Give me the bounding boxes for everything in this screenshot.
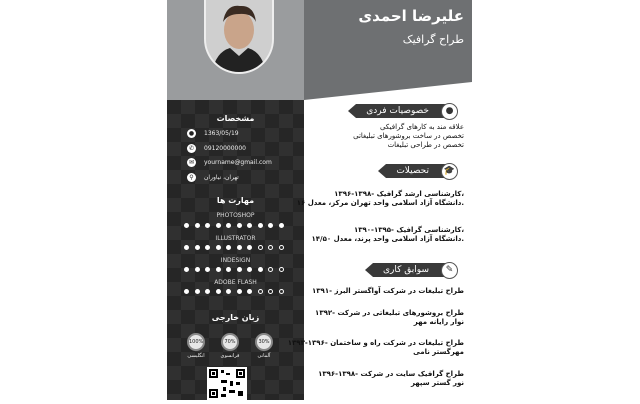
skill-dots [184,267,284,274]
pencil-icon: ✎ [441,262,458,279]
language-name: آلمانی [257,353,271,359]
experience-item: ۱۳۹۳-۱۳۹۶- طراح تبلیغات در شرکت راه و ساختمان [287,339,464,347]
skill-dot-filled [216,267,221,272]
skill-name: ADOBE FLASH [214,279,257,286]
profile-title: مشخصات [216,114,255,123]
skill-dot-filled [226,289,231,294]
skill-dot-filled [247,245,252,250]
skill-dot-empty [279,289,284,294]
skill-dot-filled [195,223,200,228]
language-badge: 70% [221,333,239,351]
skill-dot-filled [237,267,242,272]
skill-dot-filled [205,245,210,250]
languages-title: زبان خارجی [211,313,260,322]
skill-dot-filled [195,245,200,250]
location-icon: ⚲ [187,173,196,182]
skill-dot-filled [237,245,242,250]
phone-number: 09120000000 [204,145,246,152]
skill-dot-filled [216,289,221,294]
skill-dot-filled [195,289,200,294]
personal-line: علاقه مند به کارهای گرافیکی [379,123,464,131]
personal-section-title: خصوصیات فردی [356,104,451,118]
qr-code-icon [207,367,247,400]
skill-dot-empty [258,245,263,250]
skill-dot-filled [247,223,252,228]
skill-dot-filled [268,223,273,228]
email-address: yourname@gmail.com [204,159,272,166]
phone-icon: ✆ [188,145,195,152]
skill-dots [184,223,284,230]
skill-dot-filled [184,223,189,228]
education-item-detail: دانشگاه آزاد اسلامی واحد تهران مرکز، معدل ۱۶. [296,199,464,207]
skill-name: ILLUSTRATOR [215,235,256,242]
skill-dot-filled [205,223,210,228]
portrait-icon [206,0,272,72]
education-item: ۱۳۹۶-۱۳۹۸- کارشناسی ارشد گرافیک، [334,190,464,198]
skills-title: مهارت ها [216,196,255,205]
skill-dot-filled [184,267,189,272]
skill-dots [184,245,284,252]
skill-dots [184,289,284,296]
skill-dot-filled [247,267,252,272]
skill-dot-empty [268,289,273,294]
language-badge: 30% [255,333,273,351]
skill-dot-filled [237,223,242,228]
skill-dot-empty [268,267,273,272]
skill-dot-filled [258,223,263,228]
experience-item: ۱۳۹۱- طراح تبلیغات در شرکت آواگستر البرز [312,287,464,295]
user-icon: ● [188,130,195,137]
avatar [204,0,274,74]
skill-name: INDESIGN [220,257,251,264]
skill-dot-filled [237,289,242,294]
education-item: ۱۳۹۰-۱۳۹۵- کارشناسی گرافیک، [353,226,464,234]
address: تهران، نیاوران [204,174,239,181]
experience-item: ۱۳۹۲- طراح بروشورهای تبلیغاتی در شرکت [315,309,464,317]
skill-dot-filled [184,245,189,250]
qr-code [207,367,247,400]
experience-item: ۱۳۹۶-۱۳۹۸- طراح گرافیک سایت در شرکت [318,370,464,378]
skill-dot-filled [226,223,231,228]
experience-item-detail: نوار رایانه مهر [413,318,464,326]
skill-dot-filled [216,223,221,228]
experience-item-detail: نور گستر سپهر [410,379,464,387]
language-name: فرانسوی [220,353,240,359]
skill-dot-filled [216,245,221,250]
skill-dot-filled [195,267,200,272]
skill-dot-empty [268,245,273,250]
skill-dot-empty [279,267,284,272]
experience-section-title: سوابق کاری [373,263,451,277]
personal-line: تخصص در طراحی تبلیغات [387,141,464,149]
skill-dot-filled [279,223,284,228]
skill-dot-filled [205,289,210,294]
skill-dot-empty [279,245,284,250]
skill-dot-empty [258,289,263,294]
skill-dot-filled [226,245,231,250]
education-section-title: تحصیلات [386,164,451,178]
job-title: طراح گرافیک [402,33,464,46]
candidate-name: علیرضا احمدی [358,7,464,25]
education-item-detail: دانشگاه آزاد اسلامی واحد پرند، معدل ۱۴/۵۰. [311,235,464,243]
skill-dot-filled [247,289,252,294]
personal-line: تخصص در ساخت بروشورهای تبلیغاتی [353,132,464,140]
skill-dot-filled [184,289,189,294]
header-wedge [304,82,472,100]
language-badge: 100% [187,333,205,351]
user-icon: ● [441,103,458,120]
email-icon: ✉ [188,159,195,166]
skill-dot-filled [205,267,210,272]
graduation-cap-icon: 🎓 [441,163,458,180]
experience-item-detail: مهرگستر نامی [413,348,464,356]
skill-name: PHOTOSHOP [216,212,255,219]
language-name: انگلیسی [187,353,205,359]
skill-dot-filled [258,267,263,272]
skill-dot-filled [226,267,231,272]
birthdate: 1363/05/19 [204,130,239,137]
